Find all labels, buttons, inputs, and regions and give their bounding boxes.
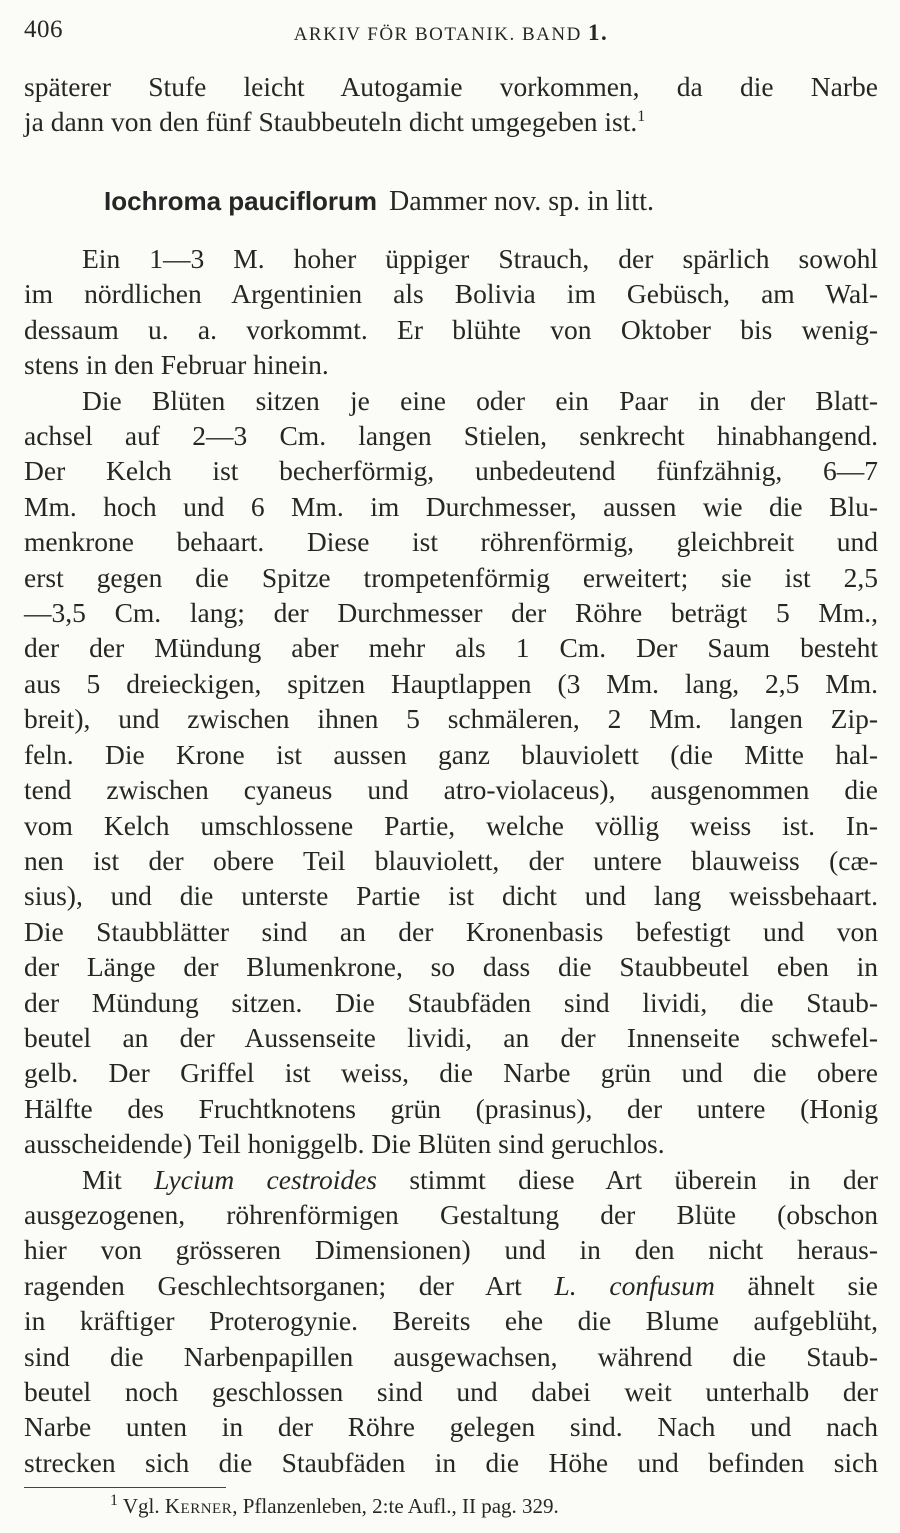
footnote-author: Kerner: [164, 1494, 233, 1518]
text-line: ja dann von den fünf Staubbeuteln dicht umgegeben ist.$^1$: [24, 106, 646, 138]
text-line: ausgezogenen, röhrenförmigen Gestaltung der Blüte (obschon: [24, 1198, 878, 1230]
text-line: Mm. hoch und 6 Mm. im Durchmesser, aussen wie die Blu-: [24, 490, 878, 522]
text-line: hier von grösseren Dimensionen) und in den nicht heraus-: [24, 1234, 878, 1266]
band-number: 1.: [588, 20, 609, 45]
text-line: menkrone behaart. Diese ist röhrenförmig, gleichbreit und: [24, 526, 878, 558]
text-line: Hälfte des Fruchtknotens grün (prasinus), der untere (Honig: [24, 1092, 878, 1124]
text-line: Narbe unten in der Röhre gelegen sind. Nach und nach: [24, 1411, 878, 1443]
paragraph-flowers: [24, 383, 878, 1162]
page-number: 406: [24, 16, 63, 43]
text-line: der der Mündung aber mehr als 1 Cm. Der Saum besteht: [24, 632, 878, 664]
text-line: sius), und die unterste Partie ist dicht und lang weissbehaart.: [24, 880, 878, 912]
text-line: der Mündung sitzen. Die Staubfäden sind lividi, die Staub-: [24, 986, 878, 1018]
text-line: in kräftiger Proterogynie. Bereits ehe die Blume aufgeblüht,: [24, 1305, 878, 1337]
text-line: dessaum u. a. vorkommt. Er blühte von Oktober bis wenig-: [24, 313, 878, 345]
text-line: strecken sich die Staubfäden in die Höhe und befinden sich: [24, 1446, 878, 1478]
text-line: breit), und zwischen ihnen 5 schmäleren, 2 Mm. langen Zip-: [24, 703, 878, 735]
species-heading: [104, 186, 654, 218]
text-line: nen ist der obere Teil blauviolett, der untere blauweiss (cæ-: [24, 844, 878, 876]
paragraph-habit: [24, 241, 878, 383]
text-line: Die Staubblätter sind an der Kronenbasis befestigt und von: [24, 915, 878, 947]
text-line: der Länge der Blumenkrone, so dass die Staubbeutel eben in: [24, 951, 878, 983]
text-line: vom Kelch umschlossene Partie, welche völlig weiss ist. In-: [24, 809, 878, 841]
footnote-marker: 1: [637, 108, 646, 126]
text-line: Der Kelch ist becherförmig, unbedeutend fünfzähnig, 6—7: [24, 455, 878, 487]
text-line: sind die Narbenpapillen ausgewachsen, während die Staub-: [24, 1340, 878, 1372]
text-line: aus 5 dreieckigen, spitzen Hauptlappen (3 Mm. lang, 2,5 Mm.: [24, 667, 878, 699]
text-line: ausscheidende) Teil honiggelb. Die Blüten sind geruchlos.: [24, 1128, 665, 1160]
text-line: beutel an der Aussenseite lividi, an der Innenseite schwefel-: [24, 1021, 878, 1053]
text-line: tend zwischen cyaneus und atro-violaceus), ausgenommen die: [24, 774, 878, 806]
text-line: Die Blüten sitzen je eine oder ein Paar in der Blatt-: [82, 384, 878, 416]
text-line: im nördlichen Argentinien als Bolivia im Gebüsch, am Wal-: [24, 278, 878, 310]
paragraph-comparison: [24, 1162, 878, 1481]
text-line: beutel noch geschlossen sind und dabei weit unterhalb der: [24, 1376, 878, 1407]
running-header: [24, 12, 878, 48]
text-line: späterer Stufe leicht Autogamie vorkommen, da die Narbe: [24, 71, 878, 102]
text-line: erst gegen die Spitze trompetenförmig erweitert; sie ist 2,5: [24, 561, 878, 593]
text-line: —3,5 Cm. lang; der Durchmesser der Röhre beträgt 5 Mm.,: [24, 597, 878, 629]
text-line: ragenden Geschlechtsorganen; der Art L. confusum ähnelt sie: [24, 1269, 879, 1301]
running-title: [24, 20, 878, 46]
footnote-number: 1: [110, 1492, 118, 1509]
footnote: $^1$ Vgl. Kerner, Pflanzenleben, 2:te Aufl., II pag. 329.: [110, 1492, 559, 1518]
taxon-name: Lycium cestroides: [154, 1163, 378, 1195]
text-line: Ein 1—3 M. hoher üppiger Strauch, der spärlich sowohl: [82, 243, 878, 274]
intro-paragraph: [24, 69, 878, 140]
species-authority: Dammer nov. sp. in litt.: [389, 186, 654, 217]
journal-title: ARKIV FÖR BOTANIK. BAND: [293, 24, 582, 45]
species-name: Iochroma pauciflorum: [104, 186, 378, 216]
description-text: [24, 241, 878, 1480]
text-line: achsel auf 2—3 Cm. langen Stielen, senkrecht hinabhangend.: [24, 420, 878, 452]
text-line: Mit Lycium cestroides stimmt diese Art überein in der: [82, 1163, 878, 1195]
footnote-divider: [24, 1487, 226, 1488]
text-line: feln. Die Krone ist aussen ganz blauviolett (die Mitte hal-: [24, 738, 878, 770]
taxon-name: L. confusum: [554, 1269, 715, 1301]
text-line: stens in den Februar hinein.: [24, 349, 329, 381]
text-line: gelb. Der Griffel ist weiss, die Narbe grün und die obere: [24, 1057, 878, 1089]
